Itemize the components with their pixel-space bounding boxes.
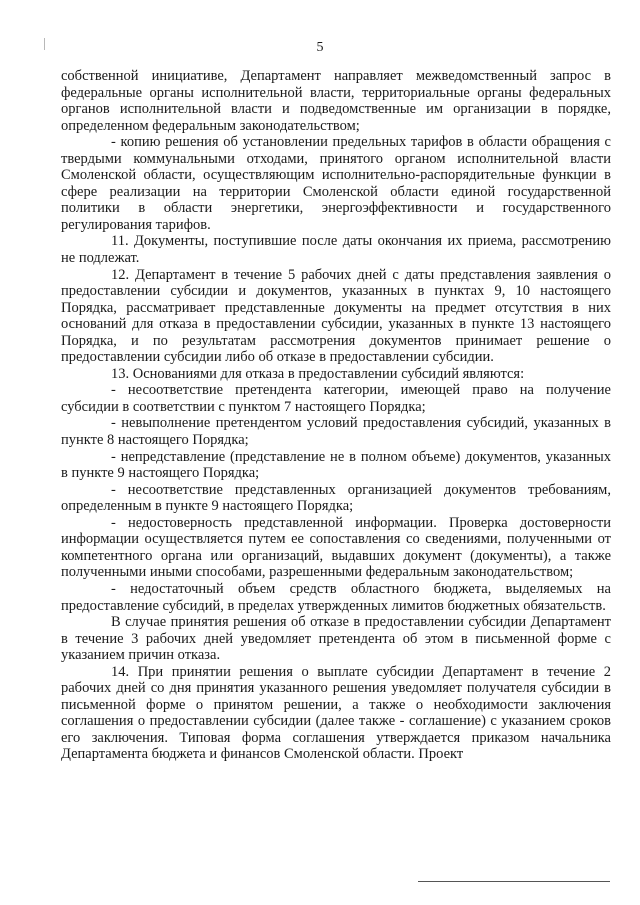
page-number: 5 [316,40,324,55]
paragraph-refusal-notice: В случае принятия решения об отказе в предоставлении субсидии Департамент в течение 3 рабочих дней уведомляет претендента об этом в письменной форме с указанием причин отказа. [61,614,611,664]
list-item-documents-missing: - непредставление (представление не в полном объеме) документов, указанных в пункте 9 настоящего Порядка; [61,448,611,482]
paragraph-continuation: собственной инициативе, Департамент направляет межведомственный запрос в федеральные органы исполнительной власти, территориальные органы федеральных органов исполнительной власти и подведомственные им организации в порядке, определенном федеральным законодательством; [61,68,611,134]
paragraph-item-12: 12. Департамент в течение 5 рабочих дней с даты представления заявления о предоставлении субсидии и документов, указанных в пунктах 9, 10 настоящего Порядка, рассматривает представленные документы на предмет отсутствия в них оснований для отказа в предоставлении субсидии, указанных в пункте 13 настоящего Порядка, и по результатам рассмотрения документов принимает решение о предоставлении субсидии либо об отказе в предоставлении субсидии. [61,266,611,366]
list-item-budget: - недостаточный объем средств областного бюджета, выделяемых на предоставление субсидий, в пределах утвержденных лимитов бюджетных обязательств. [61,580,611,614]
paragraph-item-14: 14. При принятии решения о выплате субсидии Департамент в течение 2 рабочих дней со дня принятия указанного решения уведомляет получателя субсидии в письменной форме о принятом решении, а также о необходимости заключения соглашения о предоставлении субсидии (далее также - соглашение) с указанием сроков его заключения. Типовая форма соглашения утверждается приказом начальника Департамента бюджета и финансов Смоленской области. Проект [61,663,611,763]
paragraph-item-11: 11. Документы, поступившие после даты окончания их приема, рассмотрению не подлежат. [61,233,611,267]
paragraph-tariff-decision: - копию решения об установлении предельных тарифов в области обращения с твердыми коммунальными отходами, принятого органом исполнительной власти Смоленской области, осуществляющим исполнительно-распорядительные функции в сфере реализации на территории Смоленской области единой государственной политики в области энергетики, энергоэффективности и государственного регулирования тарифов. [61,134,611,233]
paragraph-item-13: 13. Основаниями для отказа в предоставлении субсидий являются: [111,365,525,382]
list-item-documents-mismatch: - несоответствие представленных организацией документов требованиям, определенным в пункте 9 настоящего Порядка; [61,481,611,515]
list-item-category: - несоответствие претендента категории, имеющей право на получение субсидии в соответствии с пунктом 7 настоящего Порядка; [61,382,611,415]
document-body [61,68,611,763]
list-item-conditions: - невыполнение претендентом условий предоставления субсидий, указанных в пункте 8 настоящего Порядка; [61,415,611,449]
list-item-false-info: - недостоверность представленной информации. Проверка достоверности информации осуществляется путем ее сопоставления со сведениями, полученными от компетентного органа или организаций, выдавших документ (документы), а также полученными иными способами, разрешенными федеральным законодательством; [61,514,611,581]
footer-rule [418,881,610,882]
